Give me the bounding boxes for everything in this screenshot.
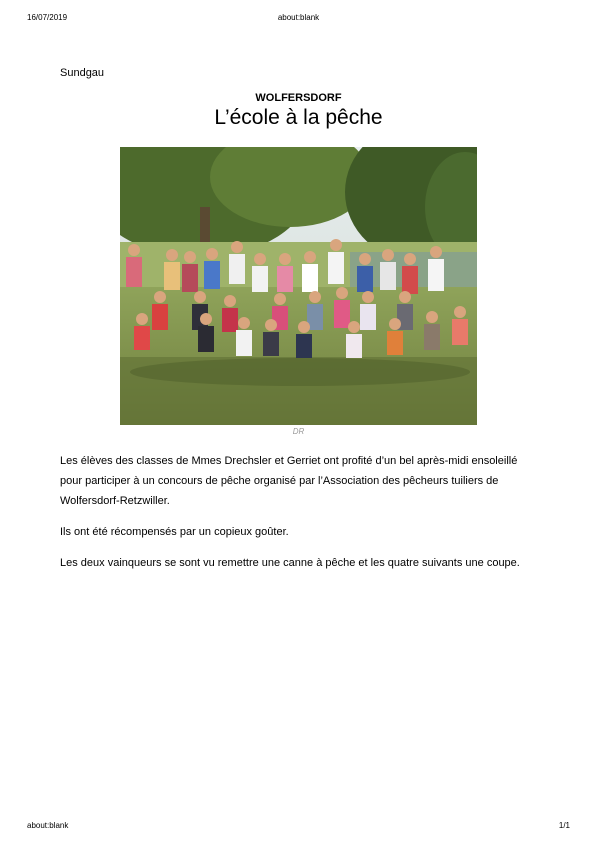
print-date: 16/07/2019 [27,13,68,22]
article-kicker: WOLFERSDORF [255,92,342,104]
article-paragraph: Ils ont été récompensés par un copieux goûter. [60,526,289,538]
print-footer-url: about:blank [27,821,69,830]
article-headline: L’école à la pêche [214,106,383,129]
print-page-number: 1/1 [558,821,570,830]
article-paragraph: Les deux vainqueurs se sont vu remettre une canne à pêche et les quatre suivants une coupe. [60,557,520,569]
article-body [60,451,540,584]
article-photo [120,147,477,425]
print-header-title: about:blank [277,13,320,22]
section-label: Sundgau [60,67,105,79]
group-photo-illustration [120,147,477,425]
article-paragraph: Les élèves des classes de Mmes Drechsler et Gerriet ont profité d’un bel après-midi ensoleillé pour participer à un concours de pêche organisé par l’Association des pêcheurs tuiliers de Wolfersdorf-Retzwiller. [60,455,518,507]
photo-caption: DR [292,427,305,436]
